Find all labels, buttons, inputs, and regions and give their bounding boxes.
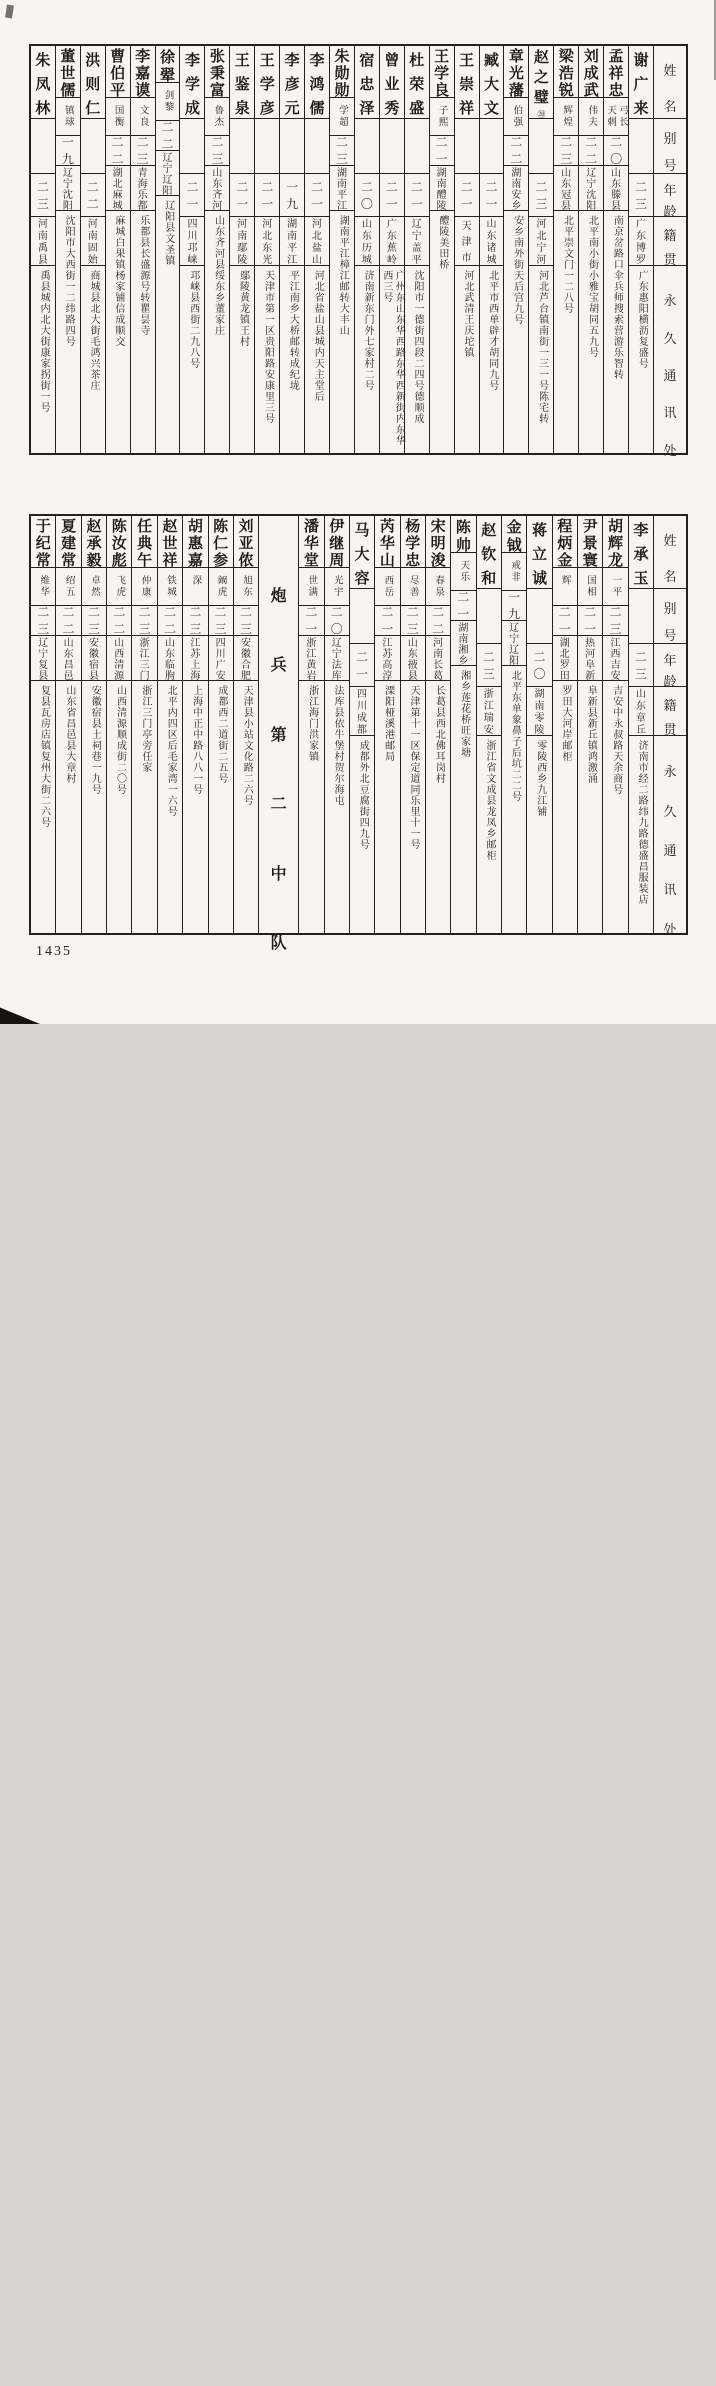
- person-column: [429, 46, 454, 453]
- person-address: 济南市经二路纬九路德盛昌服装店: [636, 740, 648, 905]
- person-address: 平江南乡大桥邮转成纪垅: [287, 270, 299, 391]
- person-age: 二 三: [634, 649, 647, 681]
- person-address: 复县瓦房店镇复州大街二六号: [38, 685, 50, 828]
- person-alias: 辉煌: [561, 105, 572, 128]
- person-column: [501, 516, 526, 933]
- person-origin: 山 东 章 丘: [635, 689, 646, 736]
- person-address: 山东齐河县绥东乡董家庄: [212, 215, 224, 336]
- person-address: 罗田大河岸邮柜: [560, 685, 572, 762]
- person-address: 禹县城内北大街康家拐街一号: [38, 270, 50, 413]
- person-age: 二 一: [261, 179, 274, 211]
- person-column: [55, 46, 80, 453]
- person-name: 章 光 藩: [508, 49, 524, 99]
- person-address: 辽阳县文圣镇: [162, 200, 174, 266]
- person-name: 李 承 玉: [633, 522, 649, 587]
- person-age: 二 〇: [533, 649, 546, 681]
- person-address: 安乡南外街天后宫九号: [511, 215, 523, 325]
- scan-artifact: [5, 5, 14, 19]
- person-column: [204, 46, 229, 453]
- person-column: [81, 516, 106, 933]
- person-age: 二 〇: [360, 179, 373, 211]
- person-address: 广州东山东华西路东华西新街内东华西三号: [380, 270, 405, 446]
- person-origin: 广 东 博 罗: [636, 219, 647, 266]
- person-address: 河北武清王庆坨镇: [461, 270, 473, 358]
- person-origin: 浙 江 三 门: [139, 637, 150, 682]
- person-age: 二 〇: [330, 605, 343, 636]
- person-address: 邛崃县西街二九八号: [187, 270, 199, 369]
- person-age: 二 一: [236, 179, 249, 211]
- person-alias: 阚虎: [215, 575, 226, 598]
- person-age: 二 三: [136, 135, 149, 166]
- person-column: [479, 46, 504, 453]
- person-address: 北平崇文门一二八号: [561, 215, 573, 314]
- person-origin: 四 川 成 都: [357, 689, 368, 736]
- person-column: [354, 46, 379, 453]
- person-alias: 镇球: [62, 105, 73, 128]
- person-address: 山西清源顺成街二〇号: [114, 685, 126, 795]
- person-origin: 湖 南 安 乡: [511, 167, 522, 212]
- person-name: 刘 成 武: [583, 49, 599, 99]
- person-age: 二 一: [356, 649, 369, 681]
- person-age: 二 三: [406, 605, 419, 636]
- person-name: 赵 之 璧 ⑳: [533, 50, 549, 119]
- person-age: 二 一: [311, 179, 324, 211]
- person-column: [105, 46, 130, 453]
- person-address: 乐都县长盛源号转瞿昙寺: [137, 215, 149, 336]
- person-origin: 辽 宁 沈 阳: [586, 167, 597, 212]
- person-name: 王 学 彦: [259, 52, 275, 117]
- person-origin: 山 东 掖 县: [407, 637, 418, 682]
- person-address: 沈阳市一德街四段二四号德顺成: [411, 270, 423, 424]
- person-alias: 国衡: [112, 105, 123, 128]
- person-column: [578, 46, 603, 453]
- person-age: 二 三: [138, 605, 151, 636]
- person-age: 一 九: [286, 179, 299, 211]
- person-name: 陈 帅: [455, 519, 471, 554]
- person-alias: 春泉: [433, 575, 444, 598]
- person-age: 二 二: [62, 605, 75, 636]
- footnote-mark: ⑳: [537, 109, 546, 119]
- person-age: 二 二: [585, 135, 598, 166]
- person-column: [229, 46, 254, 453]
- person-origin: 辽 宁 辽 阳: [162, 152, 173, 197]
- person-alias: 飞虎: [114, 575, 125, 598]
- person-address: 溧阳桠溪港邮局: [382, 685, 394, 762]
- person-name: 王 鉴 泉: [234, 52, 250, 117]
- person-column: [577, 516, 602, 933]
- person-origin: 山 东 历 城: [361, 219, 372, 266]
- person-column: [526, 516, 551, 933]
- person-origin: 湖 南 平 江: [287, 219, 298, 266]
- person-column: [80, 46, 105, 453]
- person-column: [374, 516, 399, 933]
- person-age: 一 九: [61, 135, 74, 166]
- person-age: 二 三: [87, 605, 100, 636]
- person-column: [528, 46, 553, 453]
- person-address: 安徽宿县土祠巷一九号: [89, 685, 101, 795]
- person-alias: 鲁杰: [212, 105, 223, 128]
- person-origin: 辽 宁 沈 阳: [62, 167, 73, 212]
- person-origin: 四 川 邛 崃: [187, 219, 198, 266]
- person-address: 醴陵美田桥: [436, 215, 448, 270]
- person-column: [157, 516, 182, 933]
- person-alias: 尽善: [407, 575, 418, 598]
- header-alias: 别 号: [663, 601, 677, 643]
- person-age: 二 一: [305, 605, 318, 636]
- person-age: 二 一: [385, 179, 398, 211]
- person-alias: 铁城: [164, 575, 175, 598]
- person-address: 浙江三门亭旁任家: [139, 685, 151, 773]
- person-column: [379, 46, 404, 453]
- person-name: 尹 景 寰: [582, 519, 598, 569]
- person-age: 二 三: [609, 605, 622, 636]
- roster-table-top: [29, 44, 688, 458]
- person-origin: 河 北 东 光: [262, 219, 273, 266]
- person-column: [476, 516, 501, 933]
- person-origin: 辽 宁 复 县: [38, 637, 49, 682]
- header-address: 永 久 通 讯 处: [663, 293, 677, 458]
- person-address: 长葛县西北佛耳岗村: [433, 685, 445, 784]
- person-address: 商城县北大街毛鸿兴茶庄: [88, 270, 99, 391]
- person-origin: 热 河 阜 新: [585, 637, 596, 682]
- person-address: 浙江海门洪家镇: [306, 685, 318, 762]
- person-origin: 辽 宁 辽 阳: [509, 622, 520, 667]
- person-age: 二 二: [86, 179, 99, 211]
- person-age: 二 一: [410, 179, 423, 211]
- header-column: [653, 46, 686, 458]
- person-address: 河北芦台镇南街一三一号陈宅转: [536, 270, 548, 424]
- person-age: 二 一: [381, 605, 394, 636]
- person-name: 金 钺: [506, 519, 522, 554]
- person-age: 二 〇: [610, 135, 623, 166]
- person-alias: 卓然: [88, 575, 99, 598]
- person-age: 二 一: [584, 605, 597, 636]
- person-column: [454, 46, 479, 453]
- person-name: 王 学 良: [434, 49, 450, 99]
- person-address: 阜新县新丘镇鸿激涌: [585, 685, 597, 784]
- person-name: 赵 承 毅: [86, 519, 102, 569]
- person-origin: 浙 江 瑞 安: [483, 689, 494, 736]
- header-column: [653, 516, 686, 937]
- person-alias: 西岳: [382, 575, 393, 598]
- person-age: 二 一: [435, 135, 448, 166]
- person-origin: 山 东 临 朐: [164, 637, 175, 682]
- person-name: 李 嘉 谟: [135, 49, 151, 99]
- header-name: 姓 名: [663, 62, 677, 114]
- person-name: 潘 华 堂: [303, 519, 319, 569]
- person-alias: 文良: [137, 105, 148, 128]
- person-column: [552, 516, 577, 933]
- person-alias: 伟夫: [586, 105, 597, 128]
- person-address: 北平内四区后毛家湾一六号: [165, 685, 177, 817]
- person-address: 北平东单象鼻子后坑二二号: [509, 670, 521, 802]
- person-name: 程 炳 金: [557, 519, 573, 569]
- person-column: [254, 46, 279, 453]
- person-alias: 剑黎: [162, 90, 173, 113]
- person-name: 芮 华 山: [379, 519, 395, 569]
- person-age: 二 二: [510, 135, 523, 166]
- person-name: 曹 伯 平: [110, 49, 126, 99]
- person-name: 蒋 立 诚: [531, 522, 547, 587]
- header-alias: 别 号: [663, 131, 677, 173]
- person-column: [106, 516, 131, 933]
- page-number: 1435: [36, 944, 72, 959]
- person-alias: 辉: [559, 575, 570, 587]
- person-name: 臧 大 文: [484, 52, 500, 117]
- person-origin: 河 北 宁 河: [536, 219, 547, 266]
- person-column: [503, 46, 528, 453]
- person-alias: 世满: [306, 575, 317, 598]
- person-column: [553, 46, 578, 453]
- person-column: [279, 46, 304, 453]
- person-age: 二 三: [211, 135, 224, 166]
- person-age: 二 三: [482, 649, 495, 681]
- person-alias: 天乐: [458, 560, 469, 583]
- person-column: [182, 516, 207, 933]
- person-column: [208, 516, 233, 933]
- person-alias: 戒非: [509, 560, 520, 583]
- person-age: 二 一: [558, 605, 571, 636]
- person-name: 李 鸿 儒: [309, 52, 325, 117]
- person-origin: 山 东 昌 邑: [63, 637, 74, 682]
- scanned-roster-page: [0, 0, 716, 1024]
- person-alias: 一平: [610, 575, 621, 598]
- person-origin: 河 南 长 葛: [433, 637, 444, 682]
- person-origin: 山 东 滕 县: [611, 167, 622, 212]
- person-address: 南京岔路口伞兵师搜索营游乐智转: [611, 215, 623, 380]
- person-address: 北平市西单辟才胡同九号: [486, 270, 498, 391]
- person-origin: 山 东 冠 县: [561, 167, 572, 212]
- person-name: 胡 惠 嘉: [187, 519, 203, 569]
- person-address: 吉安中永叔路天余商号: [610, 685, 622, 795]
- person-age: 二 二: [161, 120, 174, 151]
- person-origin: 湖 南 醴 陵: [436, 167, 447, 212]
- person-origin: 安 徽 宿 县: [88, 637, 99, 682]
- person-column: [233, 516, 258, 933]
- person-age: 二 三: [635, 179, 648, 211]
- person-column: [31, 516, 55, 933]
- person-column: [400, 516, 425, 933]
- person-alias: 弓长天剌: [605, 105, 628, 128]
- person-alias: 绍五: [63, 575, 74, 598]
- person-origin: 山 东 诸 城: [486, 219, 497, 266]
- person-name: 宋 明 浚: [430, 519, 446, 569]
- person-name: 赵 钦 和: [481, 522, 497, 587]
- person-origin: 安 徽 合 肥: [241, 637, 252, 682]
- person-age: 二 三: [36, 179, 49, 211]
- unit-divider-column: [258, 516, 298, 953]
- person-column: [304, 46, 329, 453]
- person-origin: 辽 宁 法 库: [331, 637, 342, 682]
- person-alias: 仲康: [139, 575, 150, 598]
- person-address: 浙江省文成县龙凤乡邮柜: [484, 740, 496, 861]
- person-name: 梁 浩 锐: [558, 49, 574, 99]
- person-name: 于 纪 常: [35, 519, 51, 569]
- header-age: 年 龄: [663, 653, 677, 689]
- person-address: 成都外北豆腐街四九号: [357, 740, 369, 850]
- person-column: [179, 46, 204, 453]
- person-address: 湖南平江樟江邮转大丰山: [337, 215, 349, 336]
- person-alias: 子熙: [436, 105, 447, 128]
- person-address: 法库县依牛堡村贺尔海屯: [331, 685, 343, 806]
- person-age: 二 三: [214, 605, 227, 636]
- person-origin: 青 海 乐 都: [137, 167, 148, 212]
- person-address: 麻城白果镇杨家铺信成顺交: [112, 215, 124, 347]
- person-age: 二 一: [460, 179, 473, 211]
- person-age: 二 三: [240, 605, 253, 636]
- header-origin: 籍 贯: [663, 697, 677, 737]
- person-origin: 河 南 鄢 陵: [237, 219, 248, 266]
- person-alias: 学超: [336, 105, 347, 128]
- header-name: 姓 名: [663, 532, 677, 584]
- person-alias: 光宇: [331, 575, 342, 598]
- person-column: [628, 46, 653, 453]
- person-address: 河北省盐山县城内天主堂后: [312, 270, 324, 402]
- person-address: 北平南小街小雅宝胡同五九号: [586, 215, 598, 358]
- person-address: 济南新东门外七家村二号: [362, 270, 374, 391]
- person-origin: 湖 北 麻 城: [112, 167, 123, 212]
- person-name: 杜 荣 盛: [409, 52, 425, 117]
- person-address: 成都西二道街二五号: [215, 685, 227, 784]
- person-age: 二 二: [163, 605, 176, 636]
- person-name: 宿 忠 泽: [359, 52, 375, 117]
- header-origin: 籍 贯: [663, 227, 677, 267]
- person-origin: 天 津 市: [461, 221, 472, 264]
- person-column: [155, 46, 180, 453]
- person-name: 伊 继 周: [329, 519, 345, 569]
- person-origin: 湖 南 平 江: [336, 167, 347, 212]
- person-column: [603, 46, 628, 453]
- person-origin: 湖 南 零 陵: [534, 689, 545, 736]
- person-column: [324, 516, 349, 933]
- person-origin: 河 南 禹 县: [37, 219, 48, 266]
- person-column: [298, 516, 323, 933]
- person-origin: 河 南 固 始: [87, 219, 98, 266]
- person-origin: 广 东 蕉 岭: [386, 219, 397, 266]
- person-origin: 山 西 清 源: [114, 637, 125, 682]
- person-address: 零陵西乡九江铺: [534, 740, 546, 817]
- person-name: 李 学 成: [184, 52, 200, 117]
- person-origin: 江 西 吉 安: [610, 637, 621, 682]
- person-name: 杨 学 忠: [405, 519, 421, 569]
- person-name: 马 大 容: [354, 522, 370, 587]
- person-origin: 浙 江 黄 岩: [306, 637, 317, 682]
- person-origin: 湖 北 罗 田: [559, 637, 570, 682]
- person-age: 二 一: [186, 179, 199, 211]
- person-column: [425, 516, 450, 933]
- person-column: [55, 516, 80, 933]
- person-address: 鄢陵黄龙镇王村: [237, 270, 249, 347]
- header-address: 永 久 通 讯 处: [663, 764, 677, 937]
- person-age: 一 九: [508, 590, 521, 621]
- person-age: 二 二: [432, 605, 445, 636]
- person-column: [450, 516, 475, 933]
- person-alias: 维华: [38, 575, 49, 598]
- person-address: 广东惠阳横沥复盛号: [636, 270, 648, 369]
- person-column: [349, 516, 374, 933]
- person-name: 曾 业 秀: [384, 52, 400, 117]
- person-name: 李 彦 元: [284, 52, 300, 117]
- person-age: 二 三: [189, 605, 202, 636]
- person-age: 二 三: [560, 135, 573, 166]
- person-address: 山东省昌邑县大章村: [63, 685, 75, 784]
- person-name: 夏 建 常: [61, 519, 77, 569]
- person-age: 二 二: [111, 135, 124, 166]
- person-alias: 旭东: [241, 575, 252, 598]
- person-age: 二 三: [335, 135, 348, 166]
- person-name: 董 世 儒: [60, 49, 76, 99]
- header-age: 年 龄: [663, 183, 677, 219]
- person-name: 任 典 午: [137, 519, 153, 569]
- person-column: [130, 46, 155, 453]
- person-name: 陈 汝 彪: [111, 519, 127, 569]
- person-name: 洪 则 仁: [85, 52, 101, 117]
- person-name: 刘 亚 侬: [238, 519, 254, 569]
- person-address: 沈阳市大西街一二纬路四号: [63, 215, 75, 347]
- person-origin: 河 北 盐 山: [312, 219, 323, 266]
- person-origin: 江 苏 高 淳: [382, 637, 393, 682]
- person-name: 谢 广 来: [633, 52, 649, 117]
- person-alias: 国相: [585, 575, 596, 598]
- person-column: [131, 516, 156, 933]
- person-address: 上海中正中路八八一号: [190, 685, 202, 795]
- person-address: 湘乡莲花桥旺家塘: [458, 670, 470, 758]
- person-column: [329, 46, 354, 453]
- person-age: 二 三: [37, 605, 50, 636]
- person-origin: 辽 宁 盖 平: [411, 219, 422, 266]
- person-address: 天津市第一区贵阳路安康里三号: [262, 270, 274, 424]
- person-name: 赵 世 祥: [162, 519, 178, 569]
- person-age: 二 一: [485, 179, 498, 211]
- person-alias: 深: [190, 575, 201, 587]
- person-age: 二 一: [457, 590, 470, 621]
- person-origin: 湖 南 湘 乡: [458, 622, 469, 667]
- person-column: [31, 46, 55, 453]
- person-origin: 江 苏 上 海: [190, 637, 201, 682]
- person-name: 朱 勋 勋: [334, 49, 350, 99]
- person-name: 王 崇 祥: [459, 52, 475, 117]
- person-origin: 四 川 广 安: [215, 637, 226, 682]
- person-column: [602, 516, 627, 933]
- person-name: 陈 仁 参: [213, 519, 229, 569]
- unit-divider-label: 炮 兵 第 二 中 队: [270, 587, 287, 953]
- person-alias: 伯强: [511, 105, 522, 128]
- person-address: 天津第十一区保定道同乐里十一号: [407, 685, 419, 850]
- person-age: 二 三: [535, 179, 548, 211]
- person-name: 胡 辉 龙: [607, 519, 623, 569]
- person-column: [404, 46, 429, 453]
- person-age: 二 二: [113, 605, 126, 636]
- person-name: 徐 翚: [160, 49, 176, 84]
- person-name: 孟 祥 忠: [608, 49, 624, 99]
- person-column: [628, 516, 653, 933]
- person-name: 朱 凤 林: [35, 52, 51, 117]
- person-address: 天津县小站文化路二六号: [241, 685, 253, 806]
- person-origin: 山 东 齐 河: [212, 167, 223, 212]
- person-name: 张 秉 富: [209, 49, 225, 99]
